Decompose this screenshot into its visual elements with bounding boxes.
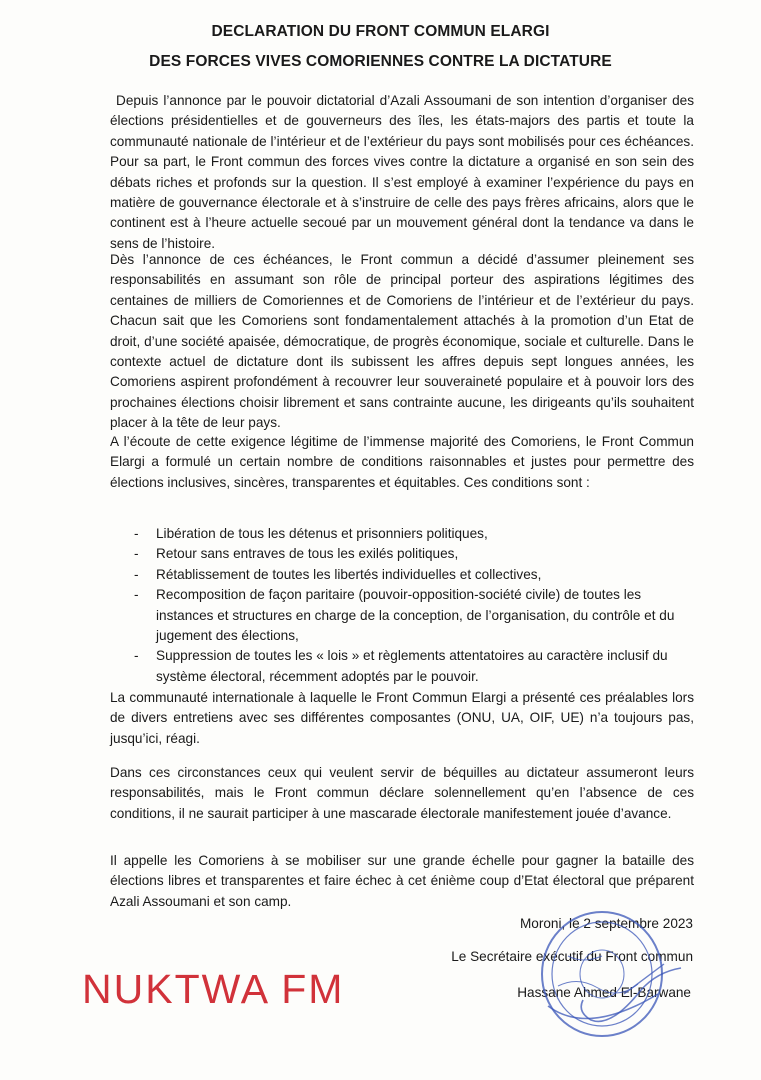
- condition-item: - Rétablissement de toutes les libertés individuelles et collectives,: [110, 565, 700, 585]
- condition-item: - Recomposition de façon paritaire (pouvoir-opposition-société civile) de toutes les instances et structures en charge de la conception, de l’organisation, du contrôle et du jugement des élections,: [110, 585, 700, 646]
- signatory-name: Hassane Ahmed El-Barwane: [517, 985, 691, 1000]
- condition-item: - Retour sans entraves de tous les exilés politiques,: [110, 544, 700, 564]
- nuktwa-fm-watermark: NUKTWA FM: [82, 966, 345, 1012]
- document-subtitle: DES FORCES VIVES COMORIENNES CONTRE LA DICTATURE: [149, 53, 612, 70]
- condition-item: - Suppression de toutes les « lois » et règlements attentatoires au caractère inclusif du système électoral, récemment adoptés par le pouvoir.: [110, 646, 700, 687]
- condition-item: - Libération de tous les détenus et prisonniers politiques,: [110, 524, 700, 544]
- document-title: DECLARATION DU FRONT COMMUN ELARGI: [211, 23, 550, 40]
- paragraph-call: Il appelle les Comoriens à se mobiliser sur une grande échelle pour gagner la bataille des élections libres et transparentes et faire échec à cet énième coup d’Etat électoral que préparent Azali Assoumani et son camp.: [110, 853, 694, 909]
- signatory-title: Le Secrétaire exécutif du Front commun: [451, 949, 693, 964]
- paragraph-international: La communauté internationale à laquelle le Front Commun Elargi a présenté ces préalables lors de divers entretiens avec ses différentes composantes (ONU, UA, OIF, UE) n’a toujours pas, jusqu’ici, réagi.: [110, 690, 694, 746]
- paragraph-intro: Depuis l’annonce par le pouvoir dictatorial d’Azali Assoumani de son intention d’organiser des élections présidentielles et de gouverneurs des îles, les états-majors des partis et toute la communauté nationale de l’intérieur et de l’extérieur du pays sont mobilisés pour ces échéances. Pour sa part, le Front commun des forces vives contre la dictature a organisé en son sein des débats riches et profonds sur la question. Il s’est employé à examiner l’expérience du pays en matière de gouvernance électorale et à s’instruire de celle des pays frères africains, alors que le continent est à l’heure actuelle secoué par un mouvement général dont la tendance va dans le sens de l’histoire.: [110, 93, 694, 251]
- paragraph-declaration: Dans ces circonstances ceux qui veulent servir de béquilles au dictateur assumeront leurs responsabilités, mais le Front commun déclare solennellement qu’en l’absence de ces conditions, il ne saurait participer à une mascarade électorale manifestement jouée d’avance.: [110, 765, 694, 821]
- paragraph-conditions-intro: A l’écoute de cette exigence légitime de l’immense majorité des Comoriens, le Front Commun Elargi a formulé un certain nombre de conditions raisonnables et justes pour permettre des élections inclusives, sincères, transparentes et équitables. Ces conditions sont :: [110, 434, 694, 490]
- conditions-list: [110, 524, 700, 687]
- place-date: Moroni, le 2 septembre 2023: [519, 916, 693, 931]
- paragraph-commitment: Dès l’annonce de ces échéances, le Front commun a décidé d’assumer pleinement ses responsabilités en assumant son rôle de principal porteur des aspirations légitimes des centaines de milliers de Comoriennes et de Comoriens de l’intérieur et de l’extérieur du pays. Chacun sait que les Comoriens sont fondamentalement attachés à la promotion d’un Etat de droit, d’une société apaisée, démocratique, de progrès économique, sociale et culturelle. Dans le contexte actuel de dictature dont ils subissent les affres depuis sept longues années, les Comoriens aspirent profondément à recouvrer leur souveraineté populaire et à pouvoir lors des prochaines élections choisir librement et sans contrainte aucune, les dirigeants qu’ils souhaitent placer à la tête de leur pays.: [110, 252, 694, 431]
